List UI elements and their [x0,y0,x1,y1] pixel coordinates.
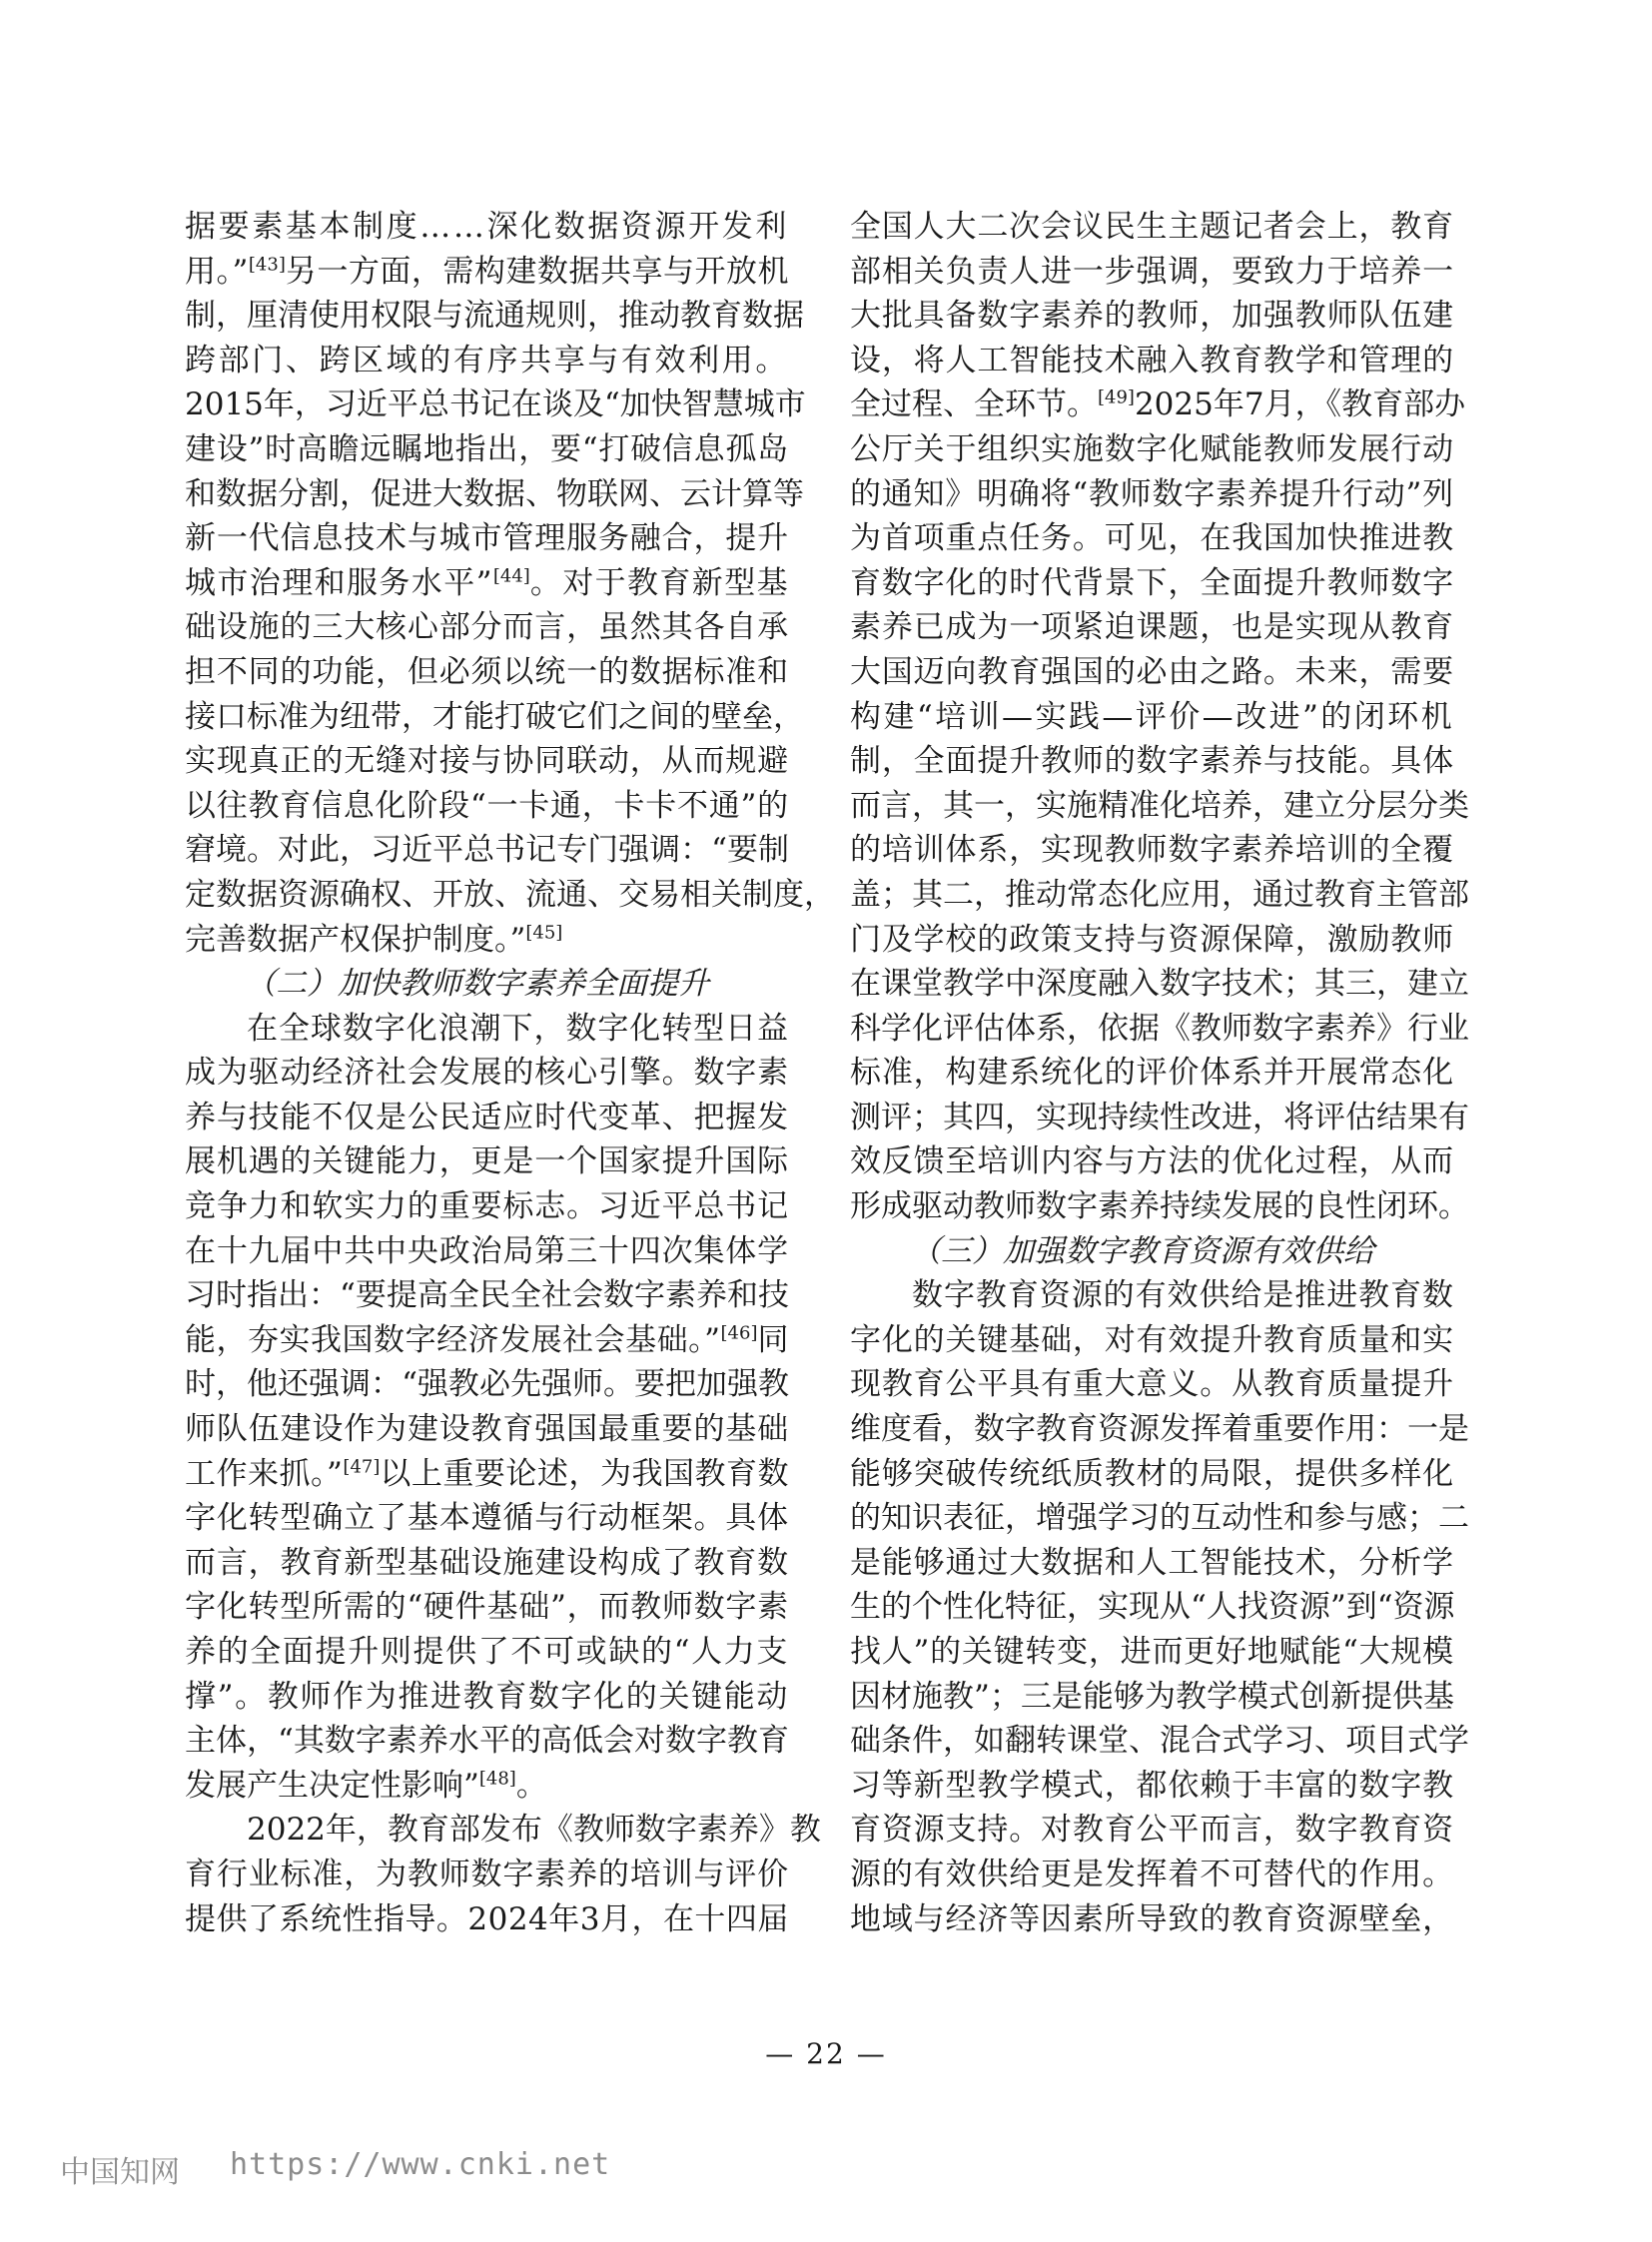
text-segment: 据要素基本制度……深化数据资源开发利 [185,209,789,245]
text-line [185,1496,789,1541]
text-line [850,1452,1454,1497]
text-segment: 以往教育信息化阶段“一卡通，卡卡不通”的 [185,787,789,824]
text-line [850,1407,1469,1452]
text-line [185,205,789,250]
text-line [185,650,789,695]
text-segment: （三）加强数字教育资源有效供给 [910,1232,1374,1269]
text-segment: 完善数据产权保护制度。” [185,921,526,958]
text-line [850,339,1454,383]
text-line [185,1897,789,1942]
text-segment: 育行业标准，为教师数字素养的培训与评价 [185,1856,789,1892]
text-segment: 时，他还强调：“强教必先强师。要把加强教 [185,1366,790,1403]
citation-ref: [43] [248,254,286,276]
text-segment: 盖；其二，推动常态化应用，通过教育主管部 [850,876,1469,913]
text-line [850,250,1454,295]
text-segment: 标准，构建系统化的评价体系并开展常态化 [850,1055,1454,1092]
text-line [850,1853,1454,1897]
section-heading [185,962,789,1007]
text-line [850,918,1454,963]
text-segment: 2022年，教育部发布《教师数字素养》教 [247,1812,821,1849]
text-line [850,1808,1454,1853]
text-segment: 建设”时高瞻远瞩地指出，要“打破信息孤岛 [185,430,789,467]
text-segment: 2025年7月，《教育部办 [1134,386,1466,423]
text-segment: 而言，教育新型基础设施建设构成了教育数 [185,1544,789,1581]
text-line [850,605,1454,650]
text-line [850,1719,1469,1764]
text-segment: 能，夯实我国数字经济发展社会基础。” [185,1321,721,1358]
text-line [185,1808,821,1853]
text-segment: 的培训体系，实现教师数字素养培训的全覆 [850,832,1454,869]
text-segment: 跨部门、跨区域的有序共享与有效利用。 [185,342,789,378]
text-segment: 为首项重点任务。可见，在我国加快推进教 [850,520,1454,557]
text-segment: 养的全面提升则提供了不可或缺的“人力支 [185,1634,790,1670]
text-segment: 础设施的三大核心部分而言，虽然其各自承 [185,609,789,646]
text-line [185,561,789,606]
text-line [850,205,1454,250]
text-segment: 的知识表征，增强学习的互动性和参与感；二 [850,1500,1469,1537]
text-line [185,1675,789,1720]
citation-ref: [45] [525,922,563,944]
text-segment: 科学化评估体系，依据《教师数字素养》行业 [850,1010,1469,1047]
citation-ref: [46] [720,1322,758,1344]
text-line [185,1007,789,1052]
text-line [185,1096,789,1140]
text-line [850,650,1454,695]
text-line [185,1719,789,1764]
text-line [850,1585,1454,1630]
text-line [185,828,789,873]
text-segment: 发展产生决定性影响” [185,1767,479,1804]
text-line [185,1051,789,1096]
citation-ref: [47] [343,1456,381,1478]
text-line [185,605,789,650]
text-segment: 源的有效供给更是发挥着不可替代的作用。 [850,1856,1454,1892]
text-line [850,1273,1454,1318]
text-segment: 门及学校的政策支持与资源保障，激励教师 [850,921,1454,958]
text-segment: （二）加快教师数字素养全面提升 [245,966,709,1003]
text-segment: 而言，其一，实施精准化培养，建立分层分类 [850,787,1469,824]
citation-ref: [48] [478,1768,516,1790]
text-segment: 习时指出：“要提高全民全社会数字素养和技 [185,1277,790,1314]
text-segment: 用。” [185,253,249,290]
text-line [850,1318,1454,1363]
text-segment: 育数字化的时代背景下，全面提升教师数字 [850,564,1454,601]
text-segment: 实现真正的无缝对接与协同联动，从而规避 [185,743,789,780]
text-segment: 字化转型所需的“硬件基础”，而教师数字素 [185,1589,789,1626]
text-segment: 窘境。对此，习近平总书记专门强调：“要制 [185,832,790,869]
cnki-watermark-name: 中国知网 [60,2155,180,2190]
text-line [185,250,789,295]
section-heading [850,1229,1454,1274]
text-segment: 能够突破传统纸质教材的局限，提供多样化 [850,1455,1454,1492]
text-segment: 地域与经济等因素所导致的教育资源壁垒， [850,1900,1454,1937]
text-line [850,1007,1469,1052]
text-line [850,294,1454,339]
text-line [850,427,1454,472]
text-line [850,1630,1454,1675]
text-segment: 因材施教”；三是能够为教学模式创新提供基 [850,1678,1455,1715]
text-segment: 2015年，习近平总书记在谈及“加快智慧城市 [185,386,806,423]
text-segment: 制，厘清使用权限与流通规则，推动教育数据 [185,298,804,335]
text-line [850,561,1454,606]
text-line [185,1585,789,1630]
text-line [185,1630,789,1675]
text-segment: 素养已成为一项紧迫课题，也是实现从教育 [850,609,1454,646]
text-line [185,294,804,339]
page-number: — 22 — [765,2037,887,2070]
text-segment: 维度看，数字教育资源发挥着重要作用：一是 [850,1411,1469,1448]
text-line [850,1897,1454,1942]
text-line [185,427,789,472]
text-line [850,1764,1454,1809]
text-line [185,1318,789,1363]
right-text-column [850,205,1469,1941]
text-line [185,784,789,829]
text-segment: 在课堂教学中深度融入数字技术；其三，建立 [850,966,1469,1003]
text-segment: 新一代信息技术与城市管理服务融合，提升 [185,520,789,557]
text-line [185,1139,789,1184]
text-segment: 展机遇的关键能力，更是一个国家提升国际 [185,1143,789,1180]
text-line [185,472,804,517]
text-line [185,382,806,427]
text-line [185,1362,789,1407]
text-segment: 是能够通过大数据和人工智能技术，分析学 [850,1544,1454,1581]
text-line [185,1273,789,1318]
text-line [850,739,1454,784]
text-line [850,1362,1454,1407]
text-line [185,1407,789,1452]
text-segment: 找人”的关键转变，进而更好地赋能“大规模 [850,1634,1454,1670]
text-segment: 担不同的功能，但必须以统一的数据标准和 [185,653,789,690]
text-line [850,962,1469,1007]
text-segment: 现教育公平具有重大意义。从教育质量提升 [850,1366,1454,1403]
text-segment: 础条件，如翻转课堂、混合式学习、项目式学 [850,1723,1469,1760]
cnki-watermark-url: https://www.cnki.net [230,2147,611,2182]
text-segment: 数字教育资源的有效供给是推进教育数 [912,1277,1454,1314]
text-line [850,784,1469,829]
text-line [185,1184,789,1229]
text-segment: 全国人大二次会议民生主题记者会上，教育 [850,209,1454,245]
text-line [850,472,1454,517]
text-segment: 字化转型确立了基本遵循与行动框架。具体 [185,1500,789,1537]
text-line [185,1541,789,1586]
text-line [850,1541,1454,1586]
text-segment: 另一方面，需构建数据共享与开放机 [285,253,790,290]
text-segment: 大批具备数字素养的教师，加强教师队伍建 [850,298,1454,335]
text-segment: 习等新型教学模式，都依赖于丰富的数字教 [850,1767,1454,1804]
text-segment: 全过程、全环节。 [850,386,1098,423]
text-line [850,382,1466,427]
text-segment: 养与技能不仅是公民适应时代变革、把握发 [185,1099,789,1135]
text-segment: 工作来抓。” [185,1455,344,1492]
text-segment: 城市治理和服务水平” [185,564,493,601]
text-segment: 的通知》明确将“教师数字素养提升行动”列 [850,475,1454,512]
text-line [185,739,789,784]
text-line [850,695,1454,740]
text-segment: 在全球数字化浪潮下，数字化转型日益 [247,1010,789,1047]
text-segment: 效反馈至培训内容与方法的优化过程，从而 [850,1143,1454,1180]
text-line [850,1496,1469,1541]
text-segment: 师队伍建设作为建设教育强国最重要的基础 [185,1411,789,1448]
text-segment: 和数据分割，促进大数据、物联网、云计算等 [185,475,804,512]
text-line [185,873,835,918]
text-segment: 大国迈向教育强国的必由之路。未来，需要 [850,653,1454,690]
text-line [850,828,1454,873]
text-line [850,1096,1469,1140]
citation-ref: [44] [492,565,530,587]
text-segment: 字化的关键基础，对有效提升教育质量和实 [850,1321,1454,1358]
text-line [185,695,804,740]
text-segment: 接口标准为纽带，才能打破它们之间的壁垒， [185,698,804,735]
text-line [185,1764,789,1809]
text-line [850,1051,1454,1096]
text-segment: 制，全面提升教师的数字素养与技能。具体 [850,743,1454,780]
text-segment: 公厅关于组织实施数字化赋能教师发展行动 [850,430,1454,467]
text-segment: 设，将人工智能技术融入教育教学和管理的 [850,342,1454,378]
text-segment: 成为驱动经济社会发展的核心引擎。数字素 [185,1055,789,1092]
left-text-column [185,205,835,1941]
text-segment: 以上重要论述，为我国教育数 [380,1455,790,1492]
text-line [185,1853,789,1897]
text-line [185,1229,789,1274]
text-line [185,339,789,383]
text-line [850,873,1469,918]
text-line [850,1675,1454,1720]
text-line [850,1184,1469,1229]
citation-ref: [49] [1098,387,1135,409]
text-segment: 构建“培训—实践—评价—改进”的闭环机 [850,698,1455,735]
text-segment: 育资源支持。对教育公平而言，数字教育资 [850,1812,1454,1849]
text-segment: 生的个性化特征，实现从“人找资源”到“资源 [850,1589,1455,1626]
text-segment: 形成驱动教师数字素养持续发展的良性闭环。 [850,1188,1469,1225]
text-segment: 提供了系统性指导。2024年3月，在十四届 [185,1900,789,1937]
text-line [850,516,1454,561]
text-segment: 定数据资源确权、开放、流通、交易相关制度， [185,876,835,913]
text-segment: 在十九届中共中央政治局第三十四次集体学 [185,1232,789,1269]
text-line [185,516,789,561]
text-segment: 撑”。教师作为推进教育数字化的关键能动 [185,1678,790,1715]
text-line [850,1139,1454,1184]
text-segment: 同 [757,1321,789,1358]
text-segment: 竞争力和软实力的重要标志。习近平总书记 [185,1188,789,1225]
text-segment: 测评；其四，实现持续性改进，将评估结果有 [850,1099,1469,1135]
text-segment: 主体，“其数字素养水平的高低会对数字教育 [185,1723,790,1760]
text-segment: 。对于教育新型基 [529,564,790,601]
text-segment: 。 [515,1767,547,1804]
text-segment: 部相关负责人进一步强调，要致力于培养一 [850,253,1454,290]
text-line [185,918,789,963]
text-line [185,1452,789,1497]
